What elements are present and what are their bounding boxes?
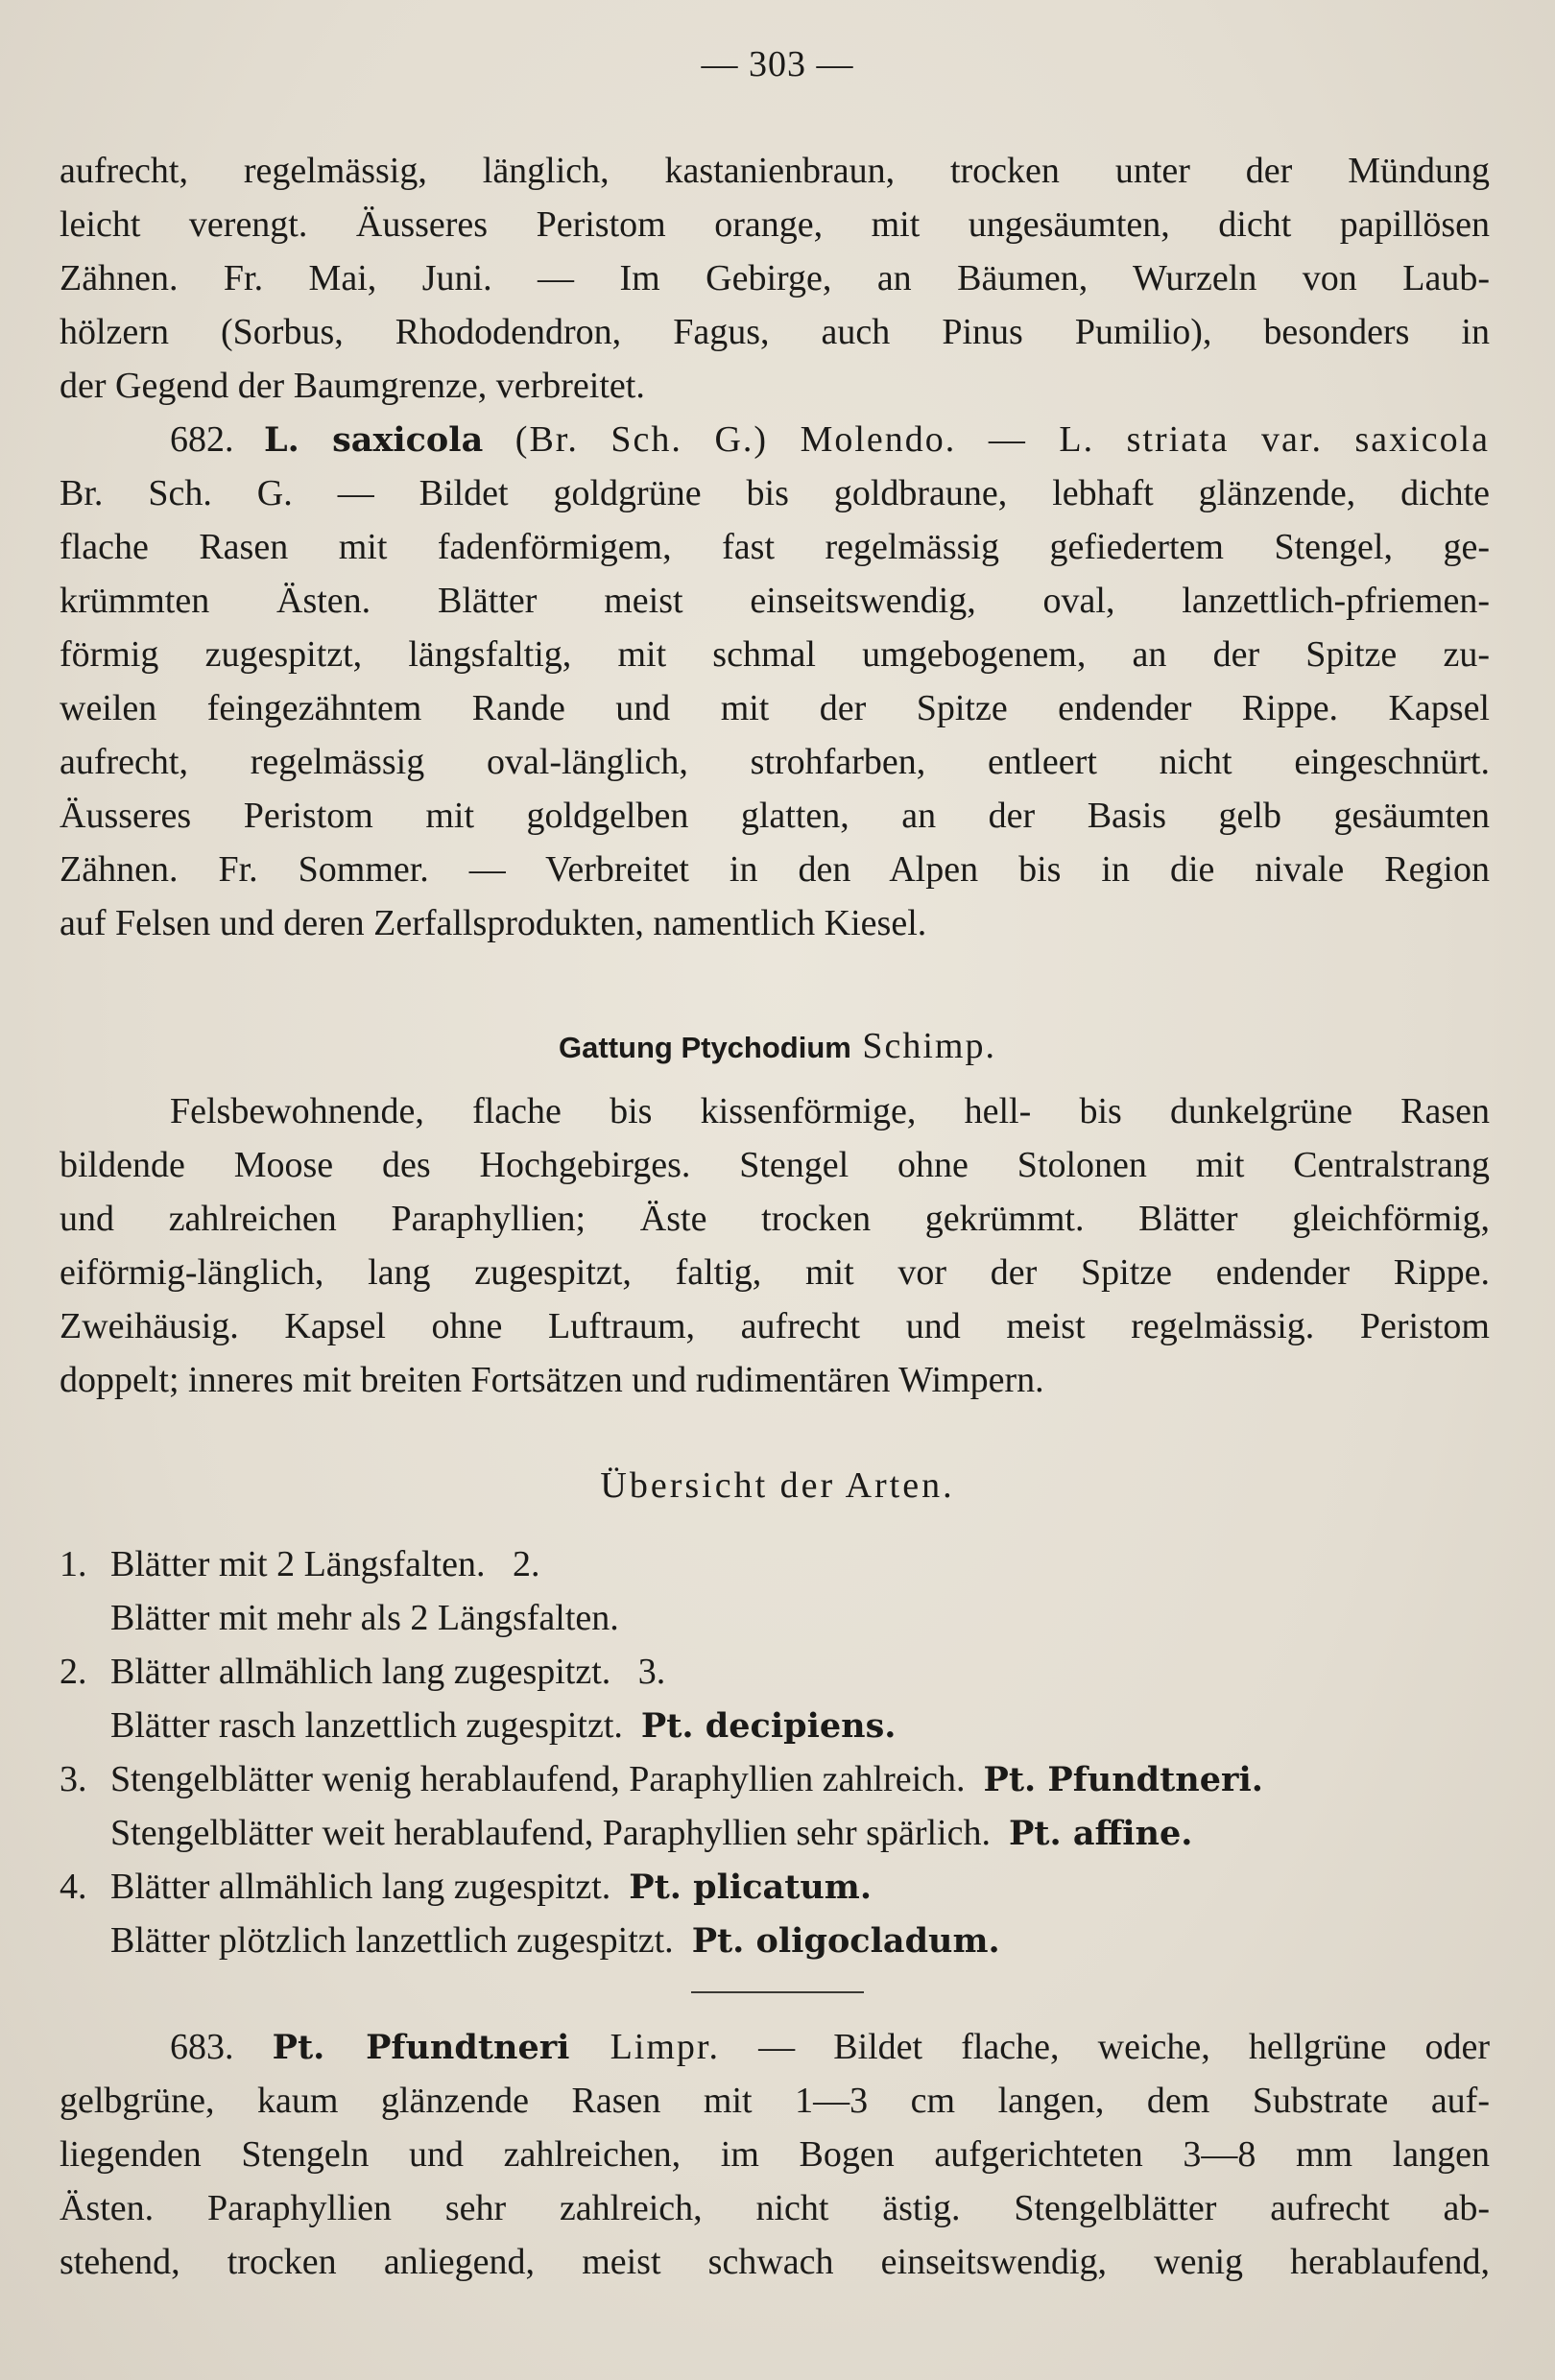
key-line xyxy=(60,1860,1490,1914)
text-line: bildende Moose des Hochgebirges. Stengel ohne Stolonen mit Centralstrang xyxy=(60,1145,1490,1185)
text-line: Felsbewohnende, flache bis kissenförmige, hell- bis dunkelgrüne Rasen xyxy=(170,1091,1490,1131)
text-line: gelbgrüne, kaum glänzende Rasen mit 1—3 cm langen, dem Substrate auf- xyxy=(60,2081,1490,2121)
text-line: krümmten Ästen. Blätter meist einseitswendig, oval, lanzettlich-pfriemen- xyxy=(60,581,1490,621)
species-name: Pt. Pfundtneri xyxy=(272,2028,570,2067)
key-text: Stengelblätter weit herablaufend, Paraphyllien sehr spärlich. xyxy=(110,1813,1009,1853)
genus-heading: Gattung Ptychodium Schimp. xyxy=(559,1026,996,1066)
genus-author: Schimp. xyxy=(850,1026,996,1066)
page-number: — 303 — xyxy=(701,44,854,84)
text-line: Äusseres Peristom mit goldgelben glatten, an der Basis gelb gesäumten xyxy=(60,796,1490,836)
key-number: 3. xyxy=(60,1759,87,1799)
key-text: Blätter mit mehr als 2 Längsfalten. xyxy=(110,1598,619,1638)
key-text: Blätter mit 2 Längsfalten. 2. xyxy=(110,1544,540,1584)
key-line xyxy=(60,1537,1490,1591)
species-name: L. saxicola xyxy=(264,420,484,460)
text-line: Zähnen. Fr. Sommer. — Verbreitet in den Alpen bis in die nivale Region xyxy=(60,849,1490,890)
text-line: aufrecht, regelmässig, länglich, kastanienbraun, trocken unter der Mündung xyxy=(60,151,1490,191)
key-line xyxy=(60,1699,1490,1752)
key-species: Pt. Pfundtneri. xyxy=(983,1760,1263,1799)
entry-first-line xyxy=(60,2020,1490,2074)
entry-number: 682. xyxy=(170,419,234,460)
text-line: förmig zugespitzt, längsfaltig, mit schmal umgebogenem, an der Spitze zu- xyxy=(60,634,1490,675)
text-line: stehend, trocken anliegend, meist schwach einseitswendig, wenig herablaufend, xyxy=(60,2242,1490,2282)
text-line: auf Felsen und deren Zerfallsprodukten, namentlich Kiesel. xyxy=(60,903,927,943)
entry-number: 683. xyxy=(170,2027,234,2067)
key-line xyxy=(60,1645,1490,1699)
key-species: Pt. oligocladum. xyxy=(691,1921,1000,1961)
text-line: hölzern (Sorbus, Rhododendron, Fagus, auch Pinus Pumilio), besonders in xyxy=(60,312,1490,352)
text-line: der Gegend der Baumgrenze, verbreitet. xyxy=(60,366,645,406)
text-line: Br. Sch. G. — Bildet goldgrüne bis goldbraune, lebhaft glänzende, dichte xyxy=(60,473,1490,513)
genus-name: Ptychodium xyxy=(681,1031,851,1064)
key-number: 2. xyxy=(60,1652,87,1692)
entry-text: — Bildet flache, weiche, hellgrüne oder xyxy=(719,2027,1491,2067)
text-line: doppelt; inneres mit breiten Fortsätzen und rudimentären Wimpern. xyxy=(60,1360,1044,1400)
key-text: Stengelblätter wenig herablaufend, Paraphyllien zahlreich. xyxy=(110,1759,984,1799)
text-line: leicht verengt. Äusseres Peristom orange, mit ungesäumten, dicht papillösen xyxy=(60,204,1490,245)
section-divider xyxy=(691,1991,864,1993)
text-line: weilen feingezähntem Rande und mit der Spitze endender Rippe. Kapsel xyxy=(60,688,1490,728)
text-line: und zahlreichen Paraphyllien; Äste trocken gekrümmt. Blätter gleichförmig, xyxy=(60,1199,1490,1239)
text-line: liegenden Stengeln und zahlreichen, im Bogen aufgerichteten 3—8 mm langen xyxy=(60,2134,1490,2175)
key-species: Pt. affine. xyxy=(1008,1814,1193,1853)
entry-first-line xyxy=(60,413,1490,466)
entry-author: Limpr. xyxy=(569,2027,720,2067)
key-text: Blätter allmählich lang zugespitzt. 3. xyxy=(110,1652,666,1692)
key-species: Pt. plicatum. xyxy=(629,1868,873,1907)
text-line: Zweihäusig. Kapsel ohne Luftraum, aufrecht und meist regelmässig. Peristom xyxy=(60,1306,1490,1346)
entry-synonym: (Br. Sch. G.) Molendo. — L. striata var. saxicola xyxy=(483,419,1490,460)
key-title: Übersicht der Arten. xyxy=(600,1465,955,1506)
key-line xyxy=(60,1752,1490,1806)
text-line: Zähnen. Fr. Mai, Juni. — Im Gebirge, an Bäumen, Wurzeln von Laub- xyxy=(60,258,1490,298)
text-line: aufrecht, regelmässig oval-länglich, strohfarben, entleert nicht eingeschnürt. xyxy=(60,742,1490,782)
key-text: Blätter plötzlich lanzettlich zugespitzt. xyxy=(110,1920,692,1961)
key-line xyxy=(60,1914,1490,1967)
text-line: eiförmig-länglich, lang zugespitzt, faltig, mit vor der Spitze endender Rippe. xyxy=(60,1252,1490,1293)
text-line: flache Rasen mit fadenförmigem, fast regelmässig gefiedertem Stengel, ge- xyxy=(60,527,1490,567)
key-number: 1. xyxy=(60,1544,87,1584)
text-line: Ästen. Paraphyllien sehr zahlreich, nicht ästig. Stengelblätter aufrecht ab- xyxy=(60,2188,1490,2228)
key-number: 4. xyxy=(60,1867,87,1907)
key-species: Pt. decipiens. xyxy=(640,1706,897,1746)
key-line xyxy=(60,1591,1490,1645)
key-text: Blätter rasch lanzettlich zugespitzt. xyxy=(110,1705,641,1746)
key-text: Blätter allmählich lang zugespitzt. xyxy=(110,1867,630,1907)
key-line xyxy=(60,1806,1490,1860)
